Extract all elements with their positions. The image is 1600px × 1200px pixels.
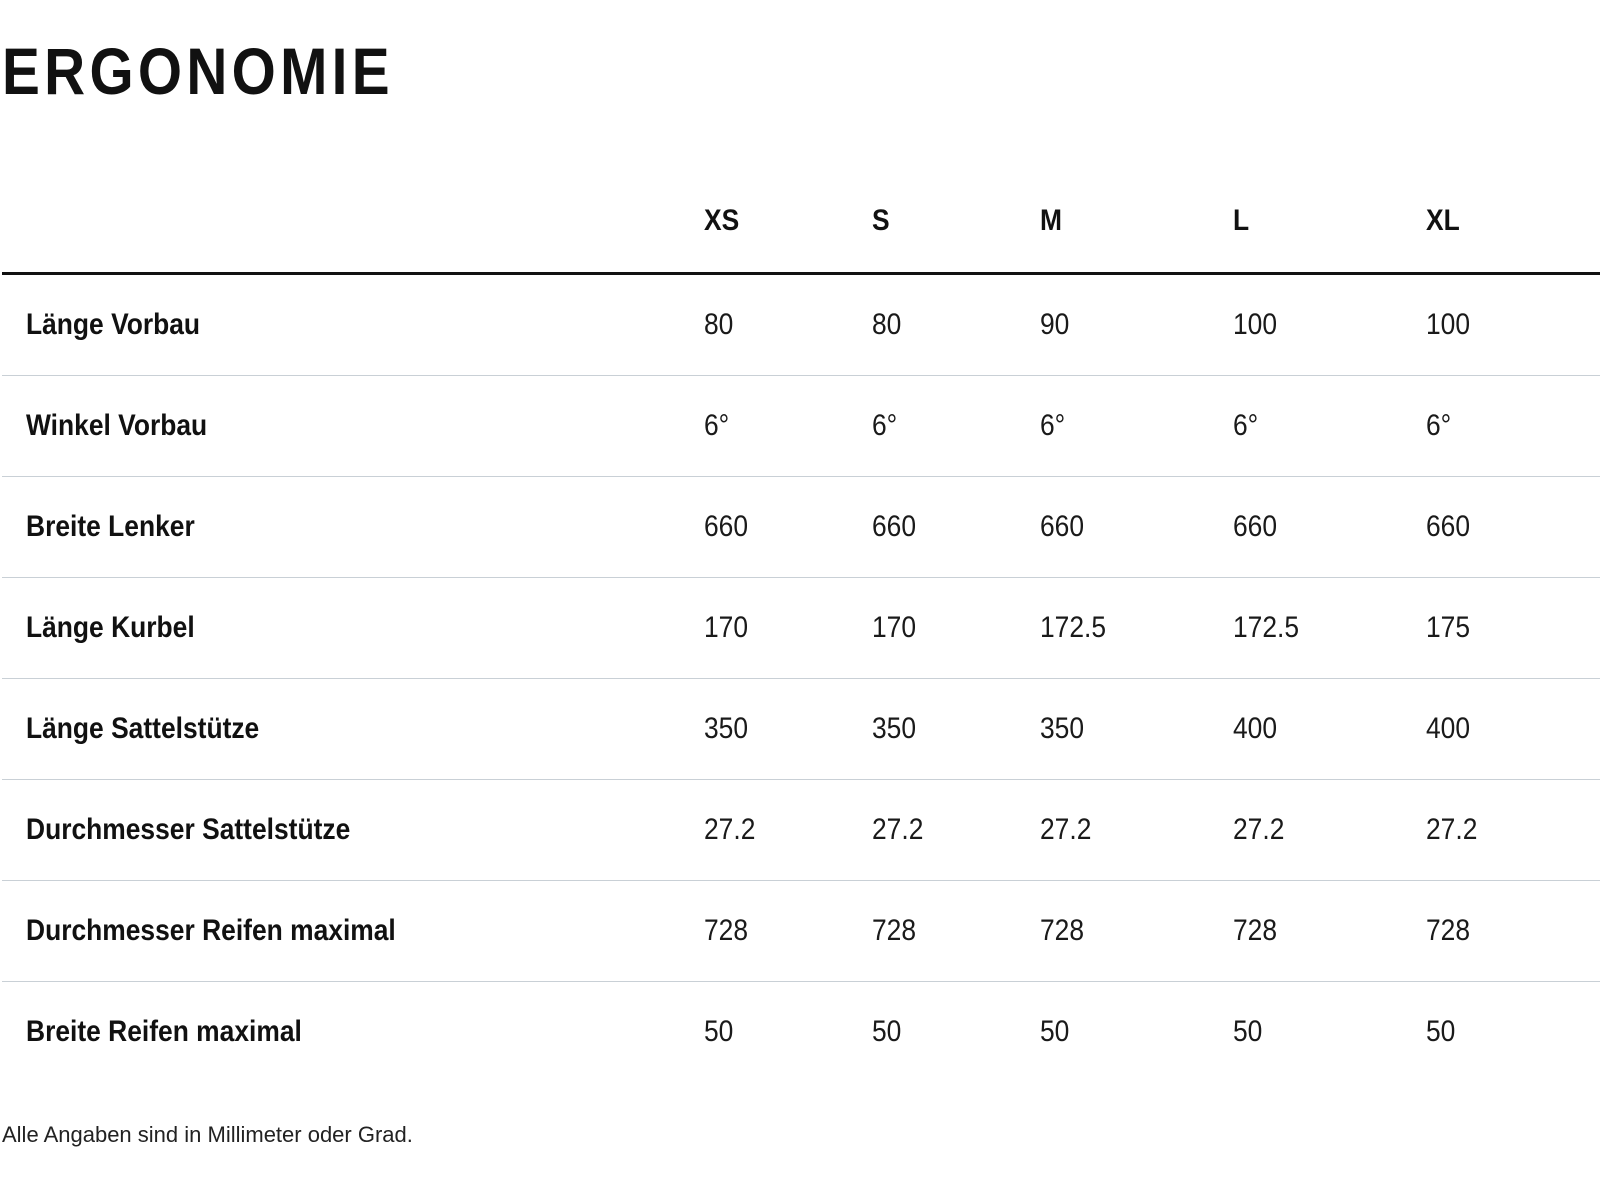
table-cell: [872, 376, 1040, 477]
table-cell-value: 50: [704, 1015, 734, 1048]
table-row: [2, 578, 1600, 679]
header-row: [2, 172, 1600, 274]
table-cell: [704, 679, 872, 780]
row-label: [2, 477, 704, 578]
table-row: [2, 679, 1600, 780]
row-label: [2, 274, 704, 376]
table-cell: [872, 477, 1040, 578]
column-header-s: [872, 172, 1040, 274]
column-header-text: S: [872, 204, 890, 237]
table-cell-value: 50: [872, 1015, 902, 1048]
table-cell: [872, 679, 1040, 780]
table-cell-value: 6°: [1233, 409, 1259, 442]
row-label-text: Durchmesser Sattelstütze: [26, 813, 351, 846]
table-row: [2, 982, 1600, 1083]
row-label: [2, 578, 704, 679]
row-label: [2, 881, 704, 982]
table-cell: [1426, 376, 1600, 477]
table-cell: [1040, 881, 1233, 982]
table-cell-value: 350: [872, 712, 917, 745]
table-cell: [1233, 881, 1426, 982]
table-cell-value: 80: [704, 308, 734, 341]
table-cell-value: 660: [1040, 510, 1085, 543]
table-cell: [1426, 679, 1600, 780]
table-cell: [704, 881, 872, 982]
row-label-text: Durchmesser Reifen maximal: [26, 914, 396, 947]
table-cell: [1233, 376, 1426, 477]
column-header-xl: [1426, 172, 1600, 274]
table-cell-value: 660: [1233, 510, 1278, 543]
table-cell-value: 6°: [872, 409, 898, 442]
table-cell-value: 90: [1040, 308, 1070, 341]
table-cell: [1233, 274, 1426, 376]
table-row: [2, 274, 1600, 376]
table-cell: [704, 578, 872, 679]
table-cell-value: 27.2: [1233, 813, 1285, 846]
table-cell-value: 172.5: [1233, 611, 1300, 644]
table-cell: [872, 578, 1040, 679]
row-label: [2, 376, 704, 477]
table-cell-value: 350: [1040, 712, 1085, 745]
table-cell-value: 6°: [1040, 409, 1066, 442]
row-label-text: Länge Kurbel: [26, 611, 195, 644]
table-cell: [1040, 376, 1233, 477]
row-label-text: Breite Reifen maximal: [26, 1015, 302, 1048]
table-cell: [1233, 780, 1426, 881]
table-cell-value: 660: [1426, 510, 1471, 543]
row-label-text: Breite Lenker: [26, 510, 195, 543]
table-cell-value: 660: [872, 510, 917, 543]
table-cell: [1233, 477, 1426, 578]
column-header-m: [1040, 172, 1233, 274]
table-cell: [1233, 578, 1426, 679]
table-cell-value: 50: [1426, 1015, 1456, 1048]
table-cell-value: 400: [1426, 712, 1471, 745]
table-cell-value: 350: [704, 712, 749, 745]
table-cell-value: 50: [1233, 1015, 1263, 1048]
table-cell-value: 27.2: [1426, 813, 1478, 846]
table-cell: [1426, 578, 1600, 679]
table-cell: [1040, 578, 1233, 679]
table-cell-value: 728: [1040, 914, 1085, 947]
table-cell: [1426, 982, 1600, 1083]
table-cell: [1040, 982, 1233, 1083]
table-cell: [872, 780, 1040, 881]
table-body: [2, 274, 1600, 1083]
page-title: ERGONOMIE: [2, 34, 394, 108]
table-cell-value: 170: [872, 611, 917, 644]
table-row: [2, 881, 1600, 982]
table-cell-value: 728: [1426, 914, 1471, 947]
table-cell: [704, 274, 872, 376]
table-cell: [704, 376, 872, 477]
table-cell: [872, 274, 1040, 376]
table-cell: [872, 982, 1040, 1083]
column-header-label: [2, 172, 704, 274]
table-row: [2, 376, 1600, 477]
table-row: [2, 477, 1600, 578]
table-cell: [1233, 982, 1426, 1083]
table-cell: [1426, 477, 1600, 578]
table-cell-value: 100: [1233, 308, 1278, 341]
column-header-xs: [704, 172, 872, 274]
column-header-text: XS: [704, 204, 740, 237]
table-cell-value: 6°: [704, 409, 730, 442]
table-cell-value: 50: [1040, 1015, 1070, 1048]
row-label-text: Länge Vorbau: [26, 308, 201, 341]
row-label: [2, 780, 704, 881]
table-cell: [704, 477, 872, 578]
geometry-table: [2, 172, 1600, 1082]
table-header: [2, 172, 1600, 274]
table-cell: [1426, 780, 1600, 881]
row-label: [2, 982, 704, 1083]
table-cell-value: 728: [1233, 914, 1278, 947]
footnote: Alle Angaben sind in Millimeter oder Grad.: [2, 1122, 413, 1147]
table-cell-value: 170: [704, 611, 749, 644]
table-cell: [1233, 679, 1426, 780]
column-header-text: L: [1233, 204, 1250, 237]
column-header-text: M: [1040, 204, 1062, 237]
table-cell: [704, 982, 872, 1083]
table-cell: [1040, 679, 1233, 780]
column-header-l: [1233, 172, 1426, 274]
table-cell: [872, 881, 1040, 982]
row-label-text: Winkel Vorbau: [26, 409, 208, 442]
table-cell-value: 172.5: [1040, 611, 1107, 644]
table-cell-value: 27.2: [704, 813, 756, 846]
table-cell: [704, 780, 872, 881]
table-cell-value: 6°: [1426, 409, 1452, 442]
table-cell-value: 175: [1426, 611, 1471, 644]
table-cell: [1426, 274, 1600, 376]
table-cell-value: 400: [1233, 712, 1278, 745]
table-cell-value: 80: [872, 308, 902, 341]
row-label-text: Länge Sattelstütze: [26, 712, 260, 745]
table-cell: [1040, 780, 1233, 881]
row-label: [2, 679, 704, 780]
table-cell: [1040, 274, 1233, 376]
column-header-text: XL: [1426, 204, 1460, 237]
table-cell: [1040, 477, 1233, 578]
table-cell-value: 728: [872, 914, 917, 947]
table-cell-value: 27.2: [872, 813, 924, 846]
table-cell-value: 728: [704, 914, 749, 947]
table-row: [2, 780, 1600, 881]
table-cell-value: 100: [1426, 308, 1471, 341]
table-cell: [1426, 881, 1600, 982]
table-cell-value: 27.2: [1040, 813, 1092, 846]
table-cell-value: 660: [704, 510, 749, 543]
